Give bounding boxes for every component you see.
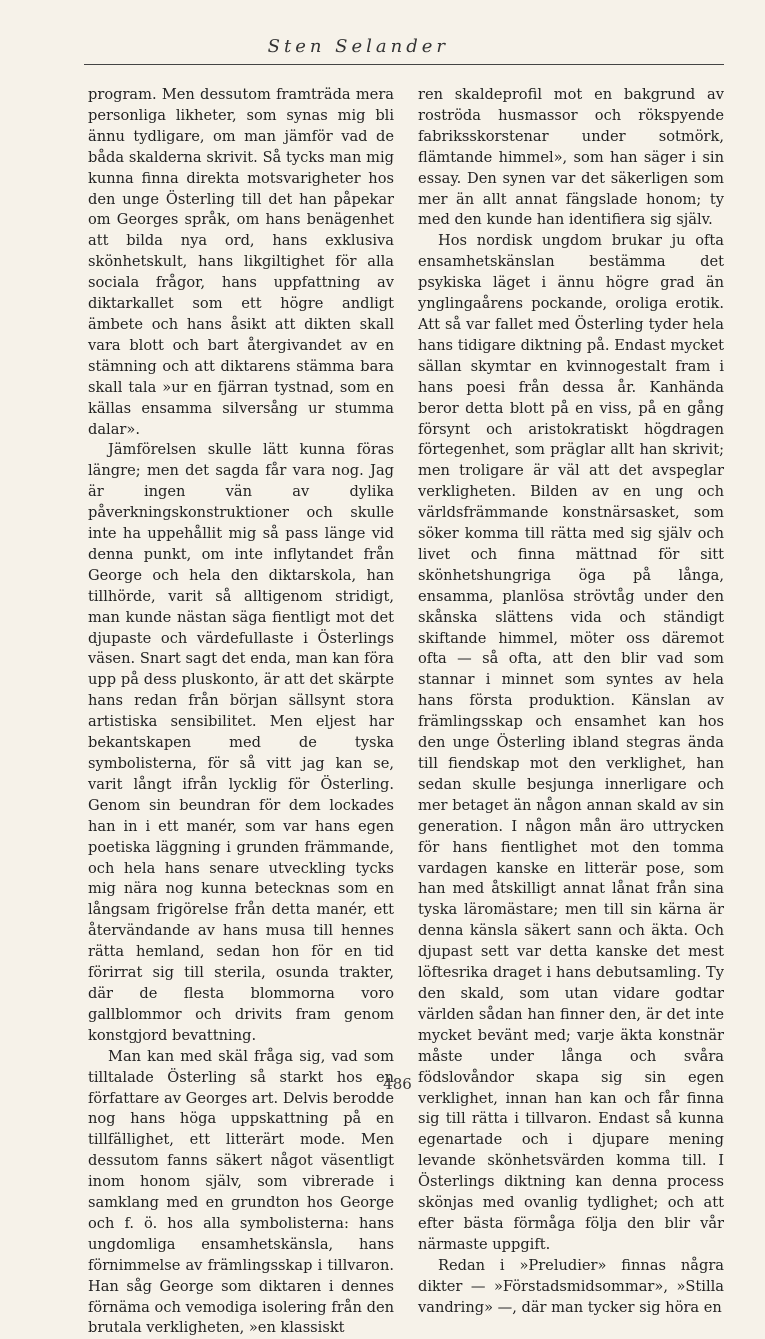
paragraph: Jämförelsen skulle lätt kunna föras längre; men det sagda får vara nog. Jag är ingen vän av dylika påverkningskonstruktioner och skulle inte ha uppehållit mig så pass länge vid denna punkt, om inte inflytandet från George och hela den diktarskola, han tillhörde, varit så alltigenom stridigt, man kunde nästan säga fientligt mot det djupaste och värdefullaste i Österlings väsen. Snart sagt det enda, man kan föra upp på dess pluskonto, är att det skärpte hans redan från början sällsynt stora artistiska sensibilitet. Men eljest har bekantskapen med de tyska symbolisterna, för så vitt jag kan se, varit långt ifrån lycklig för Österling. Genom sin beundran för dem lockades han in i ett manér, som var hans egen poetiska läggning i grunden främmande, och hela hans senare utveckling tycks mig nära nog kunna betecknas som en långsam frigörelse från detta manér, ett återvändande av hans musa till hennes rätta hemland, sedan hon för en tid förirrat sig till sterila, osunda trakter, där de flesta blommorna voro gallblommor och drivits fram genom konstgjord bevattning. [88,441,394,1044]
header-rule [84,64,724,65]
paragraph: Redan i »Preludier» finnas några dikter — »Förstadsmidsommar», »Stilla vandring» —, där man tycker sig höra en [418,1256,724,1316]
paragraph: program. Men dessutom framträda mera personliga likheter, som synas mig bli ännu tydligare, om man jämför vad de båda skalderna skrivit. Så tycks man mig kunna finna direkta motsvarigheter hos den unge Österling till det han påpekar om Georges språk, om hans benägenhet att bilda nya ord, hans exklusiva skönhetskult, hans likgiltighet för alla sociala frågor, hans uppfattning av diktarkallet som ett högre andligt ämbete och hans åsikt att dikten skall vara blott och bart återgivandet av en stämning och att diktarens stämma bara skall tala »ur en fjärran tystnad, som en källas ensamma silversång ur stumma dalar». [88,86,394,438]
page-number: 486 [383,1075,412,1093]
paragraph: ren skaldeprofil mot en bakgrund av roströda husmassor och rökspyende fabriksskorstenar under sotmörk, flämtande himmel», som han säger i sin essay. Den synen var det säkerligen som mer än allt annat fängslade honom; ty med den kunde han identifiera sig själv. [418,86,724,229]
paragraph: Hos nordisk ungdom brukar ju ofta ensamhetskänslan bestämma det psykiska läget i ännu högre grad än ynglingaårens pockande, oroliga erotik. Att så var fallet med Österling tyder hela hans tidigare diktning på. Endast mycket sällan skymtar en kvinnogestalt fram i hans poesi från dessa år. Kanhända beror detta blott på en viss, på en gång försynt och aristokratiskt högdragen förtegenhet, som präglar allt han skrivit; men troligare är väl att det avspeglar verkligheten. Bilden av en ung och världsfrämmande konstnärsasket, som söker komma till rätta med sig själv och livet och finna mättnad för sitt skönhetshungriga öga på långa, ensamma, planlösa strövtåg under den skånska slättens vida och ständigt skiftande himmel, möter oss däremot ofta — så ofta, att den blir vad som stannar i minnet som syntes av hela hans första produktion. Känslan av främlingsskap och ensamhet kan hos den unge Österling ibland stegras ända till fiendskap mot den verklighet, han sedan skulle besjunga innerligare och mer betaget än någon annan skald av sin generation. I någon mån äro uttrycken för hans fientlighet mot den tomma vardagen kanske en litterär pose, som han med åtskilligt annat lånat från sina tyska läromästare; men till sin kärna är denna känsla säkert sann och äkta. Och djupast sett var detta kanske det mest löftesrika draget i hans debutsamling. Ty den skald, som utan vidare godtar världen sådan han finner den, är det inte mycket bevänt med; varje äkta konstnär måste under långa och svåra födslovåndor skapa sig sin egen verklighet, innan han kan och får finna sig till rätta i tillvaron. Endast så kunna egenartade och i djupare mening levande skönhetsvärden komma till. I Österlings diktning kan denna process skönjas med ovanlig tydlighet; och att efter bästa förmåga följa den blir vår närmaste uppgift. [418,232,724,1253]
running-header-author: Sten Selander [267,36,449,57]
paragraph: Man kan med skäl fråga sig, vad som tilltalade Österling så starkt hos en författare av Georges art. Delvis berodde nog hans höga uppskattning på en tillfällighet, ett litterärt mode. Men dessutom fanns säkert något väsentligt inom honom själv, som vibrerade i samklang med en grundton hos George och f. ö. hos alla symbolisterna: hans ungdomliga ensamhetskänsla, hans förnimmelse av främlingsskap i tillvaron. Han såg George som diktaren i dennes förnäma och vemodiga isolering från den brutala verkligheten, »en klassiskt [88,1047,394,1337]
right-column [418,85,724,1318]
